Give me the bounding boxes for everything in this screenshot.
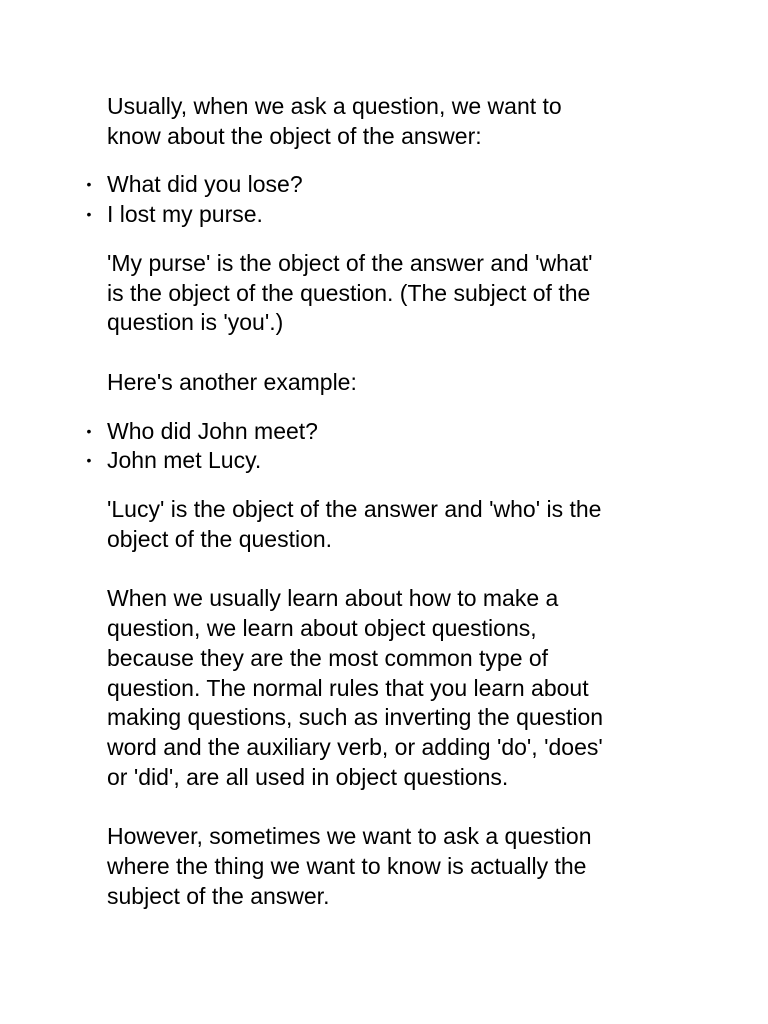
list-item-text: John met Lucy. xyxy=(107,447,262,474)
bullet-icon: • xyxy=(86,452,92,469)
list-item xyxy=(86,417,667,447)
another-example-paragraph: Here's another example: xyxy=(107,368,357,395)
list-item-text: Who did John meet? xyxy=(107,417,318,444)
text-line: When we usually learn about how to make a xyxy=(107,585,559,612)
text-line: subject of the answer. xyxy=(107,882,330,909)
bullet-icon: • xyxy=(86,176,92,193)
bullet-icon: • xyxy=(86,422,92,439)
text-line: 'Lucy' is the object of the answer and 'who' is the xyxy=(107,496,602,523)
list-item-text: I lost my purse. xyxy=(107,201,263,228)
rules-paragraph xyxy=(107,584,667,792)
text-line: question. The normal rules that you learn about xyxy=(107,674,589,701)
list-item xyxy=(86,200,667,230)
text-line: 'My purse' is the object of the answer and 'what' xyxy=(107,249,593,276)
bullet-icon: • xyxy=(86,206,92,223)
text-line: is the object of the question. (The subject of the xyxy=(107,279,591,306)
list-item xyxy=(86,170,667,200)
text-line: making questions, such as inverting the question xyxy=(107,704,604,731)
explanation-paragraph-2 xyxy=(107,495,667,554)
text-line: question is 'you'.) xyxy=(107,309,284,336)
example-list-1 xyxy=(86,170,667,229)
intro-paragraph xyxy=(107,92,667,151)
list-item-text: What did you lose? xyxy=(107,171,303,198)
text-line: word and the auxiliary verb, or adding 'do', 'does' xyxy=(107,733,603,760)
text-line: Usually, when we ask a question, we want to xyxy=(107,93,562,119)
document-body xyxy=(86,92,667,911)
list-item xyxy=(86,446,667,476)
text-line: or 'did', are all used in object questions. xyxy=(107,763,509,790)
text-line: because they are the most common type of xyxy=(107,644,549,671)
text-line: question, we learn about object questions, xyxy=(107,615,537,642)
text-line: However, sometimes we want to ask a question xyxy=(107,823,592,850)
however-paragraph xyxy=(107,822,667,911)
text-line: object of the question. xyxy=(107,525,333,552)
text-line: know about the object of the answer: xyxy=(107,122,482,149)
text-line: where the thing we want to know is actually the xyxy=(107,853,587,880)
explanation-paragraph-1 xyxy=(107,249,667,338)
example-list-2 xyxy=(86,417,667,476)
